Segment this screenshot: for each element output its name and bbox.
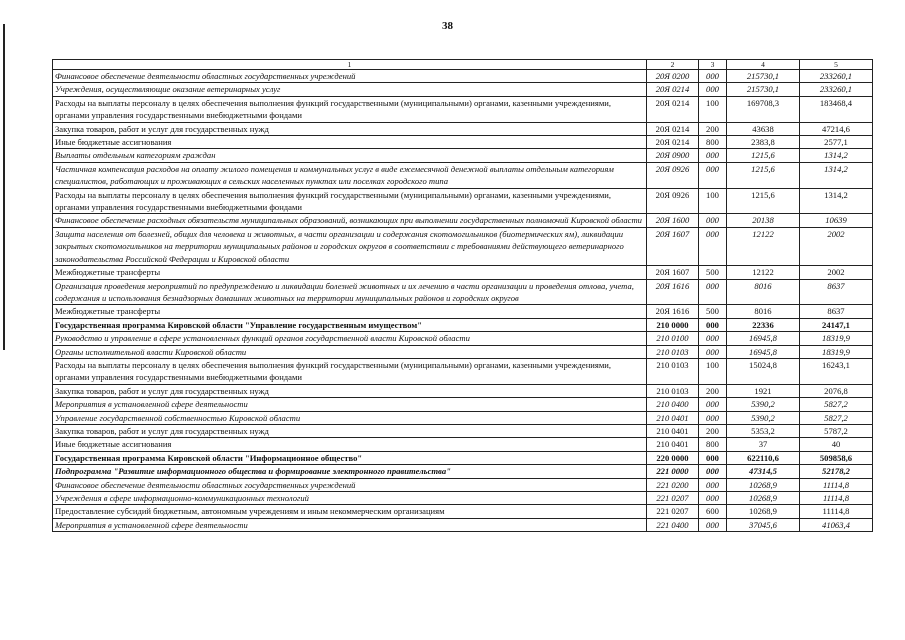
row-description: Иные бюджетные ассигнования	[53, 438, 647, 451]
row-description: Межбюджетные трансферты	[53, 266, 647, 279]
row-target-code: 210 0103	[647, 345, 699, 358]
row-amount-2015: 12122	[727, 266, 800, 279]
row-description: Руководство и управление в сфере установленных функций органов государственной власти Кировской области	[53, 332, 647, 345]
row-amount-2016: 2002	[800, 227, 873, 265]
table-row	[53, 478, 873, 491]
header-col-3: 3	[699, 60, 727, 70]
row-amount-2015: 37045,6	[727, 518, 800, 531]
row-amount-2016: 52178,2	[800, 465, 873, 478]
row-expense-type: 000	[699, 398, 727, 411]
left-margin-rule	[3, 24, 5, 350]
page-number: 38	[442, 20, 453, 32]
table-row	[53, 149, 873, 162]
row-description: Мероприятия в установленной сфере деятельности	[53, 518, 647, 531]
table-row	[53, 438, 873, 451]
row-amount-2016: 11114,8	[800, 478, 873, 491]
row-amount-2015: 10268,9	[727, 478, 800, 491]
table-row	[53, 279, 873, 305]
row-amount-2016: 1314,2	[800, 188, 873, 214]
row-target-code: 20Я 0214	[647, 122, 699, 135]
table-row	[53, 411, 873, 424]
row-target-code: 210 0401	[647, 438, 699, 451]
row-description: Закупка товаров, работ и услуг для государственных нужд	[53, 384, 647, 397]
table-row	[53, 465, 873, 478]
row-amount-2015: 5390,2	[727, 411, 800, 424]
row-amount-2015: 43638	[727, 122, 800, 135]
table-row	[53, 162, 873, 188]
row-amount-2016: 1314,2	[800, 162, 873, 188]
header-col-4: 4	[727, 60, 800, 70]
row-target-code: 20Я 0900	[647, 149, 699, 162]
row-amount-2016: 233260,1	[800, 83, 873, 96]
row-target-code: 221 0400	[647, 518, 699, 531]
row-amount-2016: 41063,4	[800, 518, 873, 531]
row-expense-type: 000	[699, 478, 727, 491]
row-description: Закупка товаров, работ и услуг для государственных нужд	[53, 424, 647, 437]
table-row	[53, 345, 873, 358]
row-amount-2016: 509858,6	[800, 451, 873, 464]
row-expense-type: 000	[699, 318, 727, 331]
row-amount-2015: 10268,9	[727, 505, 800, 518]
row-description: Расходы на выплаты персоналу в целях обеспечения выполнения функций государственными (муниципальными) органами, казенными учреждениями, органами управления государственными внебюджетными фондами	[53, 188, 647, 214]
row-expense-type: 200	[699, 122, 727, 135]
row-amount-2015: 2383,8	[727, 136, 800, 149]
row-description: Межбюджетные трансферты	[53, 305, 647, 318]
row-target-code: 221 0000	[647, 465, 699, 478]
row-amount-2015: 20138	[727, 214, 800, 227]
row-description: Мероприятия в установленной сфере деятельности	[53, 398, 647, 411]
row-description: Финансовое обеспечение деятельности областных государственных учреждений	[53, 478, 647, 491]
table-row	[53, 424, 873, 437]
table-row	[53, 384, 873, 397]
row-target-code: 20Я 0200	[647, 70, 699, 83]
row-description: Частичная компенсация расходов на оплату жилого помещения и коммунальных услуг в виде ежемесячной денежной выплаты отдельным категориям специалистов, работающих и проживающих в сельских населенных пунктах или поселках городского типа	[53, 162, 647, 188]
row-amount-2015: 215730,1	[727, 83, 800, 96]
row-description: Управление государственной собственностью Кировской области	[53, 411, 647, 424]
row-target-code: 210 0401	[647, 424, 699, 437]
row-target-code: 220 0000	[647, 451, 699, 464]
row-amount-2015: 5390,2	[727, 398, 800, 411]
row-target-code: 20Я 0214	[647, 96, 699, 122]
table-row	[53, 122, 873, 135]
row-amount-2016: 8637	[800, 279, 873, 305]
row-amount-2015: 5353,2	[727, 424, 800, 437]
table-row	[53, 214, 873, 227]
row-expense-type: 000	[699, 162, 727, 188]
row-amount-2015: 622110,6	[727, 451, 800, 464]
row-target-code: 20Я 1616	[647, 305, 699, 318]
row-amount-2016: 5827,2	[800, 411, 873, 424]
row-target-code: 221 0200	[647, 478, 699, 491]
row-amount-2015: 22336	[727, 318, 800, 331]
row-expense-type: 100	[699, 188, 727, 214]
row-expense-type: 800	[699, 438, 727, 451]
row-amount-2016: 1314,2	[800, 149, 873, 162]
row-expense-type: 800	[699, 136, 727, 149]
row-amount-2015: 1921	[727, 384, 800, 397]
row-description: Расходы на выплаты персоналу в целях обеспечения выполнения функций государственными (муниципальными) органами, казенными учреждениями, органами управления государственными внебюджетными фондами	[53, 358, 647, 384]
table-row	[53, 96, 873, 122]
row-amount-2016: 24147,1	[800, 318, 873, 331]
row-amount-2015: 12122	[727, 227, 800, 265]
row-amount-2016: 233260,1	[800, 70, 873, 83]
row-amount-2016: 40	[800, 438, 873, 451]
table-row	[53, 70, 873, 83]
row-amount-2016: 2076,8	[800, 384, 873, 397]
row-target-code: 20Я 0926	[647, 188, 699, 214]
row-amount-2016: 2002	[800, 266, 873, 279]
row-description: Государственная программа Кировской области "Управление государственным имуществом"	[53, 318, 647, 331]
table-row	[53, 305, 873, 318]
table-row	[53, 492, 873, 505]
row-amount-2015: 215730,1	[727, 70, 800, 83]
header-col-2: 2	[647, 60, 699, 70]
row-description: Финансовое обеспечение деятельности областных государственных учреждений	[53, 70, 647, 83]
table-row	[53, 451, 873, 464]
row-description: Органы исполнительной власти Кировской области	[53, 345, 647, 358]
row-description: Защита населения от болезней, общих для человека и животных, в части организации и содержания скотомогильников (биотермических ям), ликвидации закрытых скотомогильников на территории муниципальных районов и городских округов в соответствии с требованиями действующего ветеринарного законодательства Российской Федерации и Кировской области	[53, 227, 647, 265]
row-amount-2015: 10268,9	[727, 492, 800, 505]
table-row	[53, 266, 873, 279]
row-description: Закупка товаров, работ и услуг для государственных нужд	[53, 122, 647, 135]
header-col-1: 1	[53, 60, 647, 70]
row-expense-type: 000	[699, 492, 727, 505]
row-description: Расходы на выплаты персоналу в целях обеспечения выполнения функций государственными (муниципальными) органами, казенными учреждениями, органами управления государственными внебюджетными фондами	[53, 96, 647, 122]
row-amount-2015: 47314,5	[727, 465, 800, 478]
row-amount-2015: 1215,6	[727, 162, 800, 188]
row-expense-type: 000	[699, 279, 727, 305]
row-amount-2016: 16243,1	[800, 358, 873, 384]
row-description: Организация проведения мероприятий по предупреждению и ликвидации болезней животных и их лечению в части организации и проведения отлова, учета, содержания и использования безнадзорных домашних животных на территории муниципальных районов и городских округов	[53, 279, 647, 305]
table-row	[53, 136, 873, 149]
row-description: Иные бюджетные ассигнования	[53, 136, 647, 149]
row-target-code: 210 0103	[647, 384, 699, 397]
table-row	[53, 227, 873, 265]
table-row	[53, 332, 873, 345]
row-description: Учреждения в сфере информационно-коммуникационных технологий	[53, 492, 647, 505]
row-amount-2015: 1215,6	[727, 188, 800, 214]
row-expense-type: 000	[699, 70, 727, 83]
table-row	[53, 83, 873, 96]
row-amount-2016: 8637	[800, 305, 873, 318]
table-row	[53, 398, 873, 411]
row-amount-2015: 16945,8	[727, 332, 800, 345]
row-amount-2016: 47214,6	[800, 122, 873, 135]
row-target-code: 20Я 0926	[647, 162, 699, 188]
table-row	[53, 318, 873, 331]
row-description: Государственная программа Кировской области "Информационное общество"	[53, 451, 647, 464]
row-target-code: 210 0400	[647, 398, 699, 411]
row-expense-type: 000	[699, 411, 727, 424]
row-description: Финансовое обеспечение расходных обязательств муниципальных образований, возникающих при выполнении государственных полномочий Кировской области	[53, 214, 647, 227]
row-amount-2015: 8016	[727, 305, 800, 318]
row-target-code: 20Я 1600	[647, 214, 699, 227]
row-amount-2015: 8016	[727, 279, 800, 305]
row-expense-type: 000	[699, 451, 727, 464]
row-description: Учреждения, осуществляющие оказание ветеринарных услуг	[53, 83, 647, 96]
row-description: Предоставление субсидий бюджетным, автономным учреждениям и иным некоммерческим организациям	[53, 505, 647, 518]
row-target-code: 210 0401	[647, 411, 699, 424]
row-description: Подпрограмма "Развитие информационного общества и формирование электронного правительства"	[53, 465, 647, 478]
row-amount-2016: 5827,2	[800, 398, 873, 411]
row-expense-type: 500	[699, 305, 727, 318]
row-expense-type: 000	[699, 227, 727, 265]
row-target-code: 221 0207	[647, 505, 699, 518]
row-expense-type: 000	[699, 465, 727, 478]
row-target-code: 20Я 1616	[647, 279, 699, 305]
row-amount-2015: 15024,8	[727, 358, 800, 384]
row-amount-2016: 18319,9	[800, 345, 873, 358]
row-expense-type: 000	[699, 83, 727, 96]
row-target-code: 20Я 0214	[647, 136, 699, 149]
row-expense-type: 000	[699, 214, 727, 227]
table-row	[53, 358, 873, 384]
table-row	[53, 505, 873, 518]
row-expense-type: 000	[699, 345, 727, 358]
row-expense-type: 600	[699, 505, 727, 518]
row-expense-type: 500	[699, 266, 727, 279]
row-amount-2016: 11114,8	[800, 492, 873, 505]
row-target-code: 20Я 0214	[647, 83, 699, 96]
budget-table-body	[53, 60, 873, 532]
row-amount-2016: 10639	[800, 214, 873, 227]
row-target-code: 210 0103	[647, 358, 699, 384]
row-expense-type: 000	[699, 332, 727, 345]
row-amount-2016: 5787,2	[800, 424, 873, 437]
row-description: Выплаты отдельным категориям граждан	[53, 149, 647, 162]
row-target-code: 20Я 1607	[647, 266, 699, 279]
row-expense-type: 000	[699, 149, 727, 162]
row-target-code: 210 0000	[647, 318, 699, 331]
row-amount-2015: 16945,8	[727, 345, 800, 358]
row-expense-type: 100	[699, 358, 727, 384]
row-target-code: 210 0100	[647, 332, 699, 345]
budget-table	[52, 59, 873, 532]
table-row	[53, 518, 873, 531]
row-expense-type: 100	[699, 96, 727, 122]
row-amount-2016: 18319,9	[800, 332, 873, 345]
row-expense-type: 200	[699, 424, 727, 437]
row-amount-2016: 11114,8	[800, 505, 873, 518]
row-expense-type: 000	[699, 518, 727, 531]
row-amount-2015: 1215,6	[727, 149, 800, 162]
row-amount-2015: 169708,3	[727, 96, 800, 122]
row-target-code: 221 0207	[647, 492, 699, 505]
table-row	[53, 188, 873, 214]
row-target-code: 20Я 1607	[647, 227, 699, 265]
header-col-5: 5	[800, 60, 873, 70]
row-amount-2016: 183468,4	[800, 96, 873, 122]
table-header-row	[53, 60, 873, 70]
row-expense-type: 200	[699, 384, 727, 397]
row-amount-2015: 37	[727, 438, 800, 451]
row-amount-2016: 2577,1	[800, 136, 873, 149]
